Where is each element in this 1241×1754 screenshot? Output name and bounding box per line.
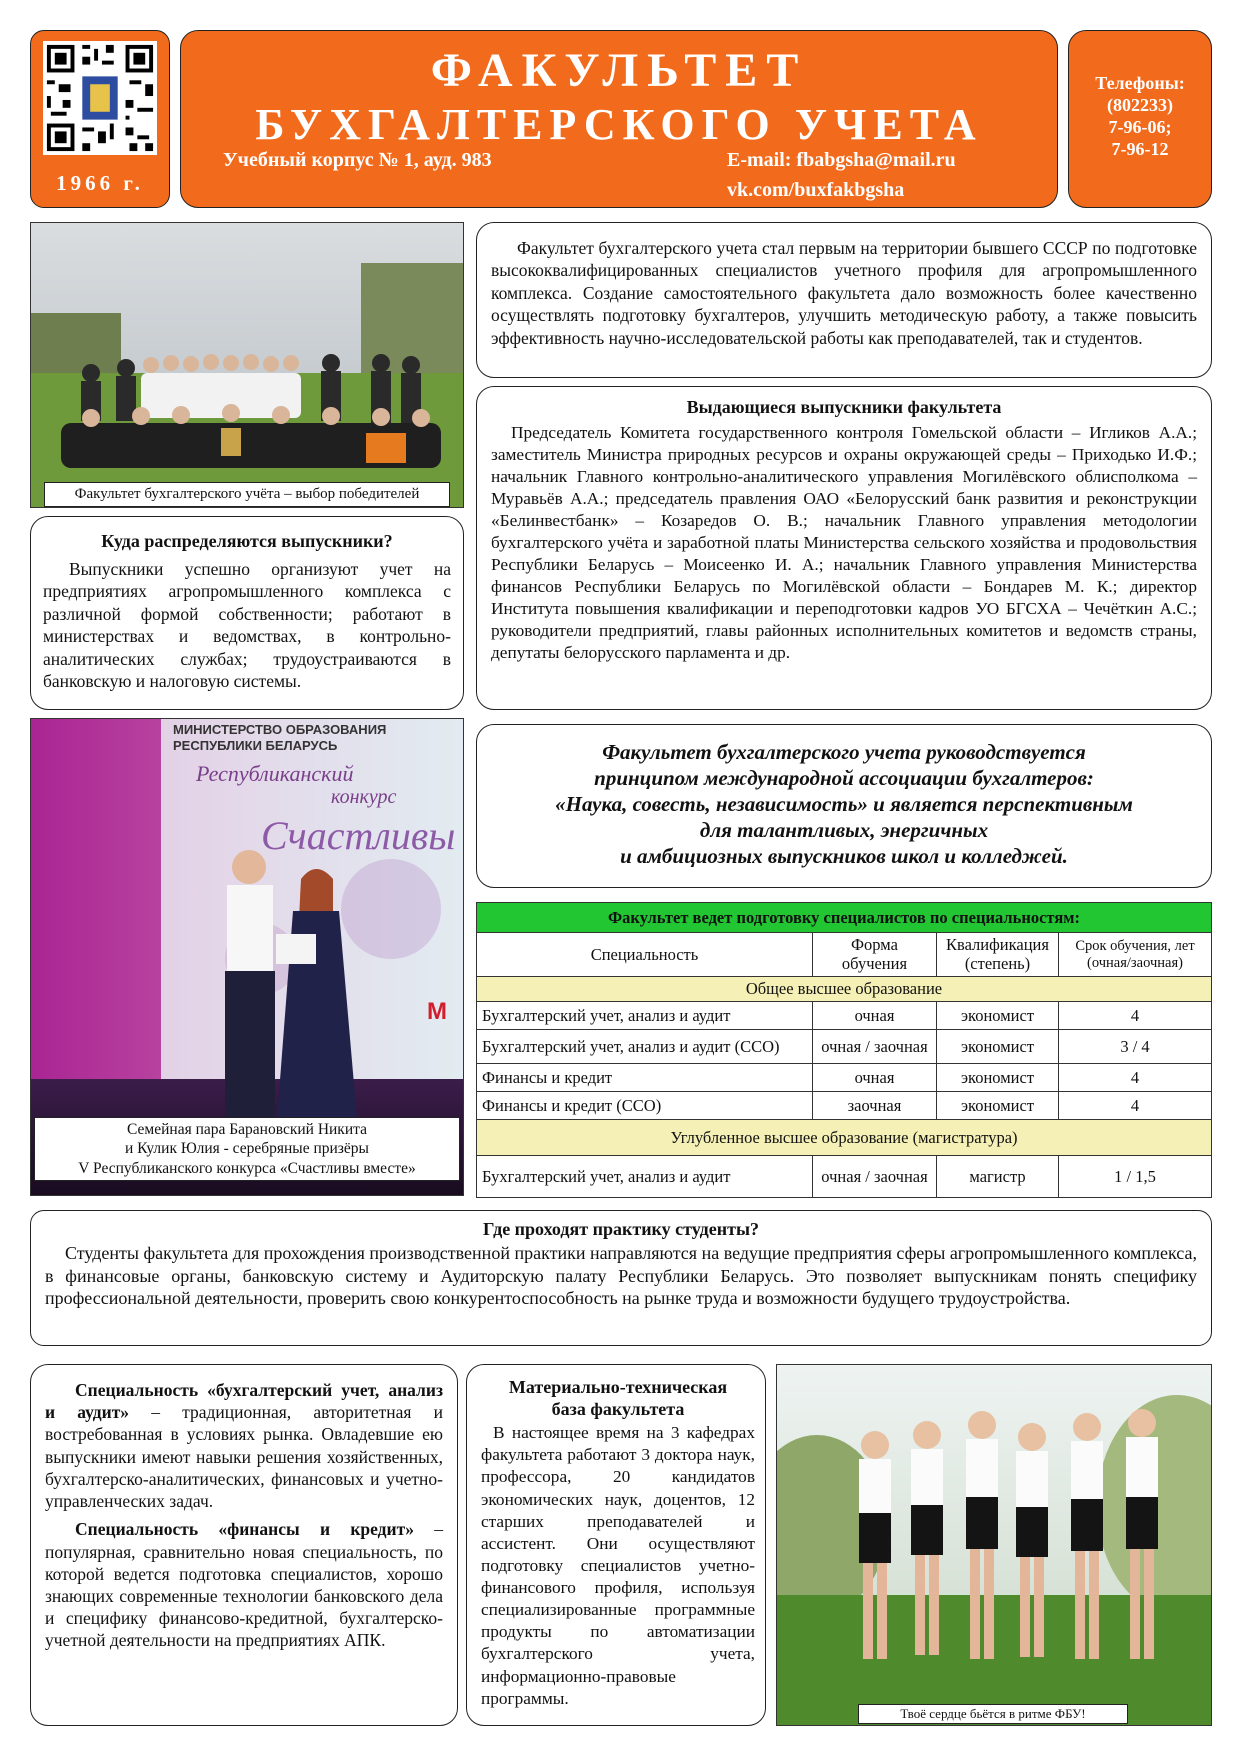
svg-text:М: М: [427, 998, 447, 1025]
phone-code: (802233): [1107, 94, 1173, 115]
motto-line-4: для талантливых, энергичных: [699, 818, 989, 843]
specialty-1-title: Специальность «бухгалтерский учет, анализ и аудит»: [45, 1380, 443, 1423]
alumni-text: Председатель Комитета государственного контроля Гомельской области – Игликов А.А.; заместитель Министра природных ресурсов и охраны окружающей среды – Приходько И.Ф.; начальник Главного контрольно-аналитического управления Могилёвского облисполкома – Муравьёв А.А.; председатель правления ОАО «Белорусский банк развития и реконструкции «Белинвестбанк» – Козаредов О. В.; начальник Главного управления методологии бухгалтерского учёта и заработной платы Министерства сельского хозяйства и продовольствия Республики Беларусь – Моисеенко И. А.; начальник Главного управления Министерства финансов Республики Беларусь по Могилёвской области – Бондарев М. К.; директор Института повышения квалификации и переподготовки кадров УО БГСХА – Чечёткин А.С.; руководители предприятий, главы районных исполнительных комитетов и ведомств страны, депутаты белорусского парламента и др.: [491, 423, 1197, 662]
title-line-2: БУХГАЛТЕРСКОГО УЧЕТА: [255, 100, 983, 149]
table-header-form: Форма обучения: [813, 933, 937, 977]
motto-box: [476, 724, 1212, 888]
table-header-specialty: Специальность: [477, 933, 813, 977]
table-title: Факультет ведет подготовку специалистов по специальностям:: [477, 903, 1212, 933]
table-row: Финансы и кредит (ССО) заочная экономист 4: [477, 1092, 1212, 1120]
phones-label: Телефоны:: [1095, 73, 1185, 93]
base-text: В настоящее время на 3 кафедрах факультета работают 3 доктора наук, профессора, 20 кандидатов экономических наук, доцентов, 12 старших преподавателей и ассистент. Они осуществляют подготовку специалистов учетно-финансового профиля, используя специализированные программные продукты по автоматизации бухгалтерского учета, информационно-правовые программы.: [481, 1423, 755, 1708]
group-photo: [30, 222, 464, 508]
specialties-box: [30, 1364, 458, 1726]
practice-text: Студенты факультета для прохождения производственной практики направляются на ведущие предприятия сферы агропромышленного комплекса, в финансовые органы, банковскую систему и Аудиторскую палату Республики Беларусь. Это позволяет выпускникам понять специфику профессиональной деятельности, проверить свою конкурентоспособность на рынке труда и возможности будущего трудоустройства.: [45, 1243, 1197, 1309]
phone-2: 7-96-12: [1111, 138, 1169, 159]
table-row: Бухгалтерский учет, анализ и аудит (ССО) очная / заочная экономист 3 / 4: [477, 1030, 1212, 1064]
banner-line-3: Республиканский: [196, 761, 354, 786]
motto-line-1: Факультет бухгалтерского учета руководствуется: [602, 740, 1086, 764]
graduates-box: [30, 516, 464, 710]
qr-block: [30, 30, 170, 208]
alumni-title: Выдающиеся выпускники факультета: [686, 397, 1002, 417]
practice-title: Где проходят практику студенты?: [482, 1219, 759, 1239]
alumni-box: [476, 386, 1212, 710]
banner-line-5: Счастливы: [261, 813, 456, 858]
specialty-1-text: – традиционная, авторитетная и востребованная в условиях рынка. Овладевшие ею выпускники имеют навыки решения хозяйственных, бухгалтерско-аналитических, финансовых и учетно-управленческих задач.: [45, 1402, 443, 1512]
girls-photo: [776, 1364, 1212, 1726]
specialty-2-text: – популярная, сравнительно новая специальность, по которой ведется подготовка специалистов, хорошо знающих современные технологии банковского дела и специфику финансово-кредитной, бухгалтерско-учетной деятельности на предприятиях АПК.: [45, 1519, 443, 1651]
couple-caption-line-1: Семейная пара Барановский Никита: [127, 1121, 367, 1138]
couple-caption-line-2: и Кулик Юлия - серебряные призёры: [125, 1140, 369, 1158]
specialty-2-title: Специальность «финансы и кредит»: [75, 1519, 414, 1540]
email-link[interactable]: E-mail: fbabgsha@mail.ru: [727, 149, 956, 171]
couple-caption-line-3: V Республиканского конкурса «Счастливы вместе»: [78, 1159, 416, 1177]
table-row: Бухгалтерский учет, анализ и аудит очная экономист 4: [477, 1002, 1212, 1030]
motto-line-5: и амбициозных выпускников школ и колледжей.: [620, 844, 1068, 869]
intro-box: [476, 222, 1212, 378]
girls-photo-caption: Твоё сердце бьётся в ритме ФБУ!: [858, 1704, 1128, 1724]
qr-code-icon: [43, 41, 157, 155]
motto-line-2: принципом международной ассоциации бухгалтеров:: [594, 766, 1094, 791]
graduates-text: Выпускники успешно организуют учет на предприятиях агропромышленного комплекса с различной формой собственности; работают в министерствах и ведомствах, в контрольно-аналитических службах; трудоустраиваются в банковскую и налоговую системы.: [43, 559, 451, 691]
motto-line-3: «Наука, совесть, независимость» и является перспективным: [555, 792, 1133, 817]
founding-year: 1966 г.: [56, 171, 144, 195]
phone-block: [1068, 30, 1212, 208]
table-header-term: Срок обучения, лет (очная/заочная): [1059, 933, 1212, 977]
title-line-1: ФАКУЛЬТЕТ: [430, 44, 808, 97]
intro-text: Факультет бухгалтерского учета стал первым на территории бывшего СССР по подготовке высококвалифицированных специалистов учетного профиля для агропромышленного комплекса. Создание самостоятельного факультета дало возможность более качественно осуществлять подготовку бухгалтеров, улучшить методическую работу, а также повысить эффективность научно-исследовательской работы как преподавателей, так и студентов.: [491, 238, 1197, 348]
group-photo-caption: Факультет бухгалтерского учёта – выбор победителей: [44, 482, 450, 507]
specialties-table: [476, 902, 1212, 1198]
banner-line-4: конкурс: [331, 786, 397, 808]
table-section-masters: Углубленное высшее образование (магистратура): [477, 1120, 1212, 1156]
couple-photo-caption: [34, 1117, 460, 1181]
title-banner: [180, 30, 1058, 208]
base-title-line-2: база факультета: [551, 1398, 685, 1419]
base-title-line-1: Материально-техническая: [508, 1377, 728, 1397]
table-header-qualification: Квалификация (степень): [937, 933, 1059, 977]
table-row: Бухгалтерский учет, анализ и аудит очная / заочная магистр 1 / 1,5: [477, 1156, 1212, 1198]
base-box: [466, 1364, 766, 1726]
graduates-title: Куда распределяются выпускники?: [101, 531, 393, 551]
table-section-general: Общее высшее образование: [477, 977, 1212, 1002]
practice-box: [30, 1210, 1212, 1346]
banner-line-2: РЕСПУБЛИКИ БЕЛАРУСЬ: [173, 738, 338, 753]
vk-link[interactable]: vk.com/buxfakbgsha: [727, 179, 905, 201]
banner-line-1: МИНИСТЕРСТВО ОБРАЗОВАНИЯ: [173, 722, 387, 737]
phone-1: 7-96-06;: [1108, 116, 1172, 137]
address: Учебный корпус № 1, ауд. 983: [223, 149, 492, 171]
table-row: Финансы и кредит очная экономист 4: [477, 1064, 1212, 1092]
